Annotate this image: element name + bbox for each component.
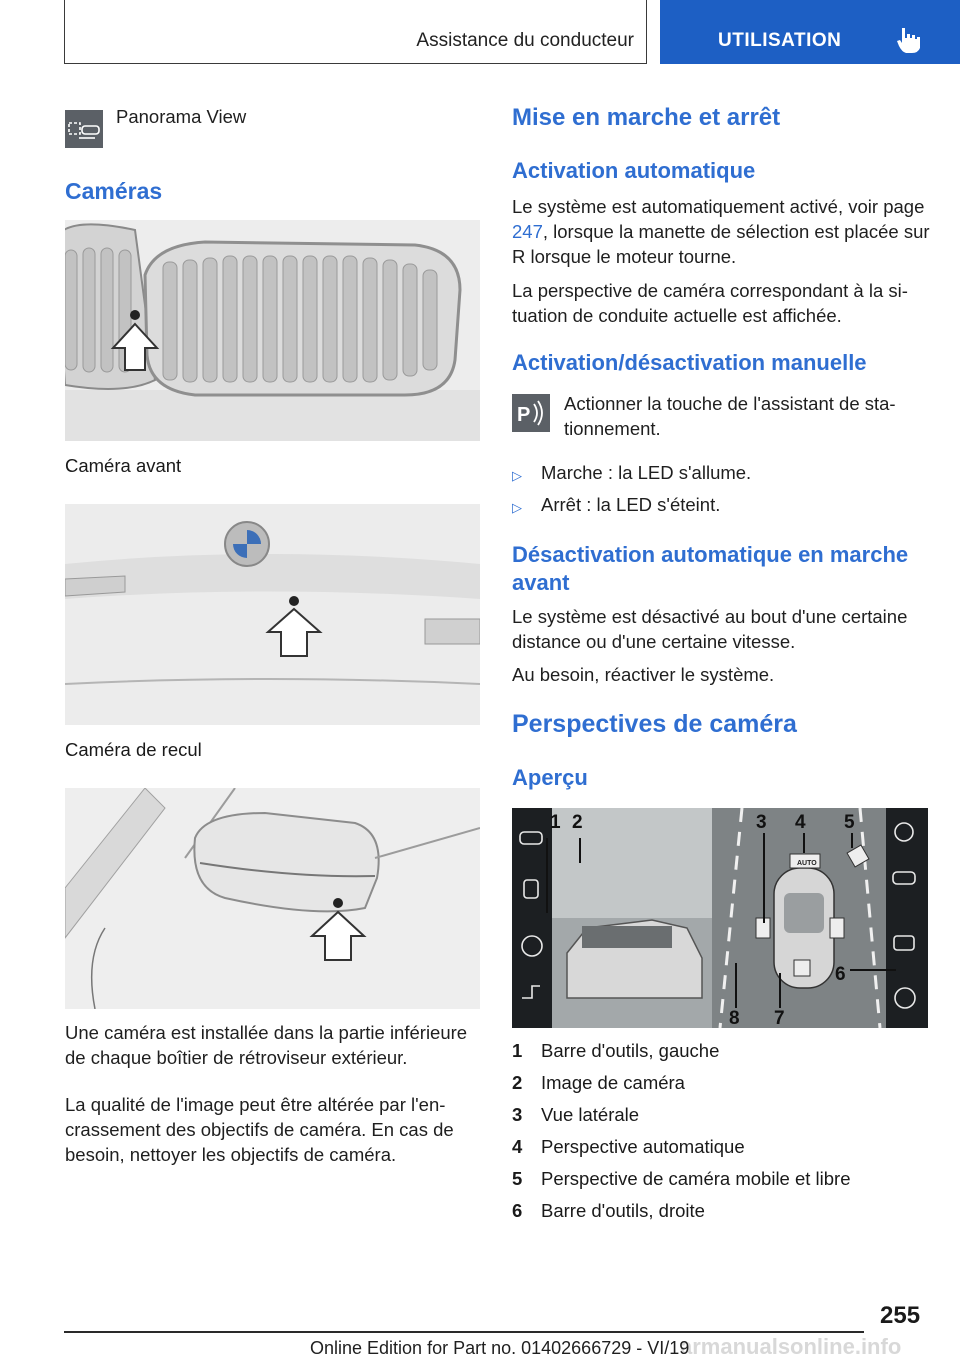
header-section-box <box>64 0 647 64</box>
panorama-view-icon <box>65 110 103 148</box>
figure-number-2: 2 <box>572 812 583 833</box>
auto-deactivation-heading: Désactivation automatique en marche avant <box>512 542 909 595</box>
rear-camera-caption: Caméra de recul <box>65 739 202 760</box>
page-247-link[interactable]: 247 <box>512 221 543 242</box>
rear-camera-photo <box>65 504 480 725</box>
bullet-marker-icon: ▷ <box>512 468 522 483</box>
figure-number-4: 4 <box>795 812 806 833</box>
header-chapter-label: UTILISATION <box>718 30 842 51</box>
figure-number-3: 3 <box>756 812 767 833</box>
side-camera-paragraph: Une caméra est installée dans la partie inférieure de chaque boîtier de rétroviseur extérieur. <box>65 1022 468 1068</box>
figure-number-1: 1 <box>550 812 561 833</box>
edition-text: Online Edition for Part no. 01402666729 - VI/19 <box>310 1338 690 1358</box>
side-camera-photo <box>65 788 480 1009</box>
bullet-marker-icon: ▷ <box>512 500 522 515</box>
reactivate-paragraph: Au besoin, réactiver le système. <box>512 664 775 685</box>
figure-number-8: 8 <box>729 1008 740 1028</box>
front-camera-photo <box>65 220 480 441</box>
parking-assistant-button-icon <box>512 394 550 432</box>
figure-number-6: 6 <box>835 964 846 985</box>
bullet-off: ▷ Arrêt : la LED s'éteint. <box>512 492 930 518</box>
panorama-view-label: Panorama View <box>116 106 247 127</box>
figure-number-7: 7 <box>774 1008 785 1028</box>
manual-activation-text: Actionner la touche de l'assistant de stationnement. <box>564 393 896 439</box>
hand-pointer-icon <box>896 26 922 54</box>
overview-heading: Aperçu <box>512 765 588 790</box>
lens-cleaning-paragraph: La qualité de l'image peut être altérée par l'encrassement des objectifs de caméra. En cas de besoin, nettoyer les objectifs de caméra. <box>65 1094 454 1165</box>
bullet-on: ▷ Marche : la LED s'allume. <box>512 460 930 486</box>
header-chapter-tab <box>660 0 960 64</box>
front-camera-caption: Caméra avant <box>65 455 182 476</box>
camera-overview-figure <box>512 808 928 1028</box>
manual-activation-heading: Activation/désactivation manuelle <box>512 350 867 375</box>
auto-label: AUTO <box>797 860 817 867</box>
footer-divider <box>64 1331 864 1333</box>
camera-perspectives-heading: Perspectives de caméra <box>512 710 797 738</box>
page-number: 255 <box>880 1302 921 1329</box>
cameras-heading: Caméras <box>65 178 163 204</box>
auto-activation-paragraph: Le système est automatiquement activé, voir page 247, lorsque la manette de sélection est placée sur R lorsque le moteur tourne. <box>512 196 930 267</box>
perspective-paragraph: La perspective de caméra correspondant à la situation de conduite actuelle est affichée. <box>512 280 908 326</box>
figure-number-5: 5 <box>844 812 855 833</box>
header-section-title: Assistance du conducteur <box>416 30 634 51</box>
auto-activation-heading: Activation automatique <box>512 158 756 183</box>
on-off-heading: Mise en marche et arrêt <box>512 104 781 131</box>
auto-deactivation-paragraph: Le système est désactivé au bout d'une certaine distance ou d'une certaine vitesse. <box>512 606 908 652</box>
svg-text:P: P <box>517 404 531 426</box>
watermark-text: armanualsonline.info <box>680 1334 902 1359</box>
